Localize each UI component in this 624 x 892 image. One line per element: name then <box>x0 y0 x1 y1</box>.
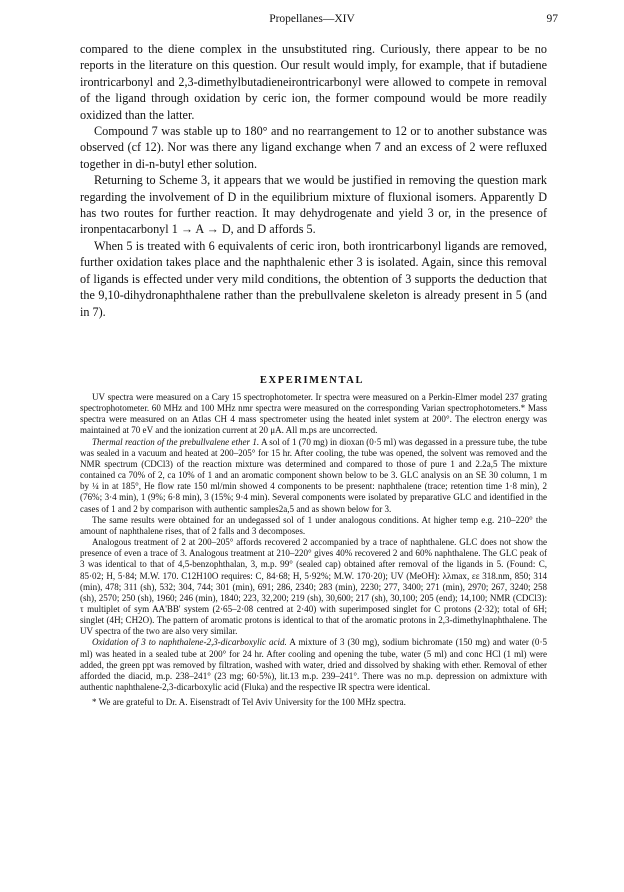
body-paragraph: When 5 is treated with 6 equivalents of ceric iron, both irontricarbonyl ligands are removed, further oxidation takes place and the naphthalenic ether 3 is isolated. Again, since this removal of ligands is effected under very mild conditions, the obtention of 3 supports the deduction that the 9,10-dihydronaphthalene rather than the prebullvalene skeleton is already present in 5 (and in 7). <box>80 238 547 319</box>
running-head-title: Propellanes—XIV <box>269 13 355 25</box>
paragraph-body: A mixture of 3 (30 mg), sodium bichromate (150 mg) and water (0·5 ml) was heated in a sealed tube at 200° for 24 hr. After cooling and opening the tube, water (5 ml) and conc HCl (1 ml) were added, the green ppt was removed by filtration, washed with water, dried and dissolved by shaking with ether. Removal of ether afforded the diacid, m.p. 238–241° (23 mg; 60·5%), lit.13 m.p. 239–241°. There was no m.p. depression on admixture with authentic naphthalene-2,3-dicarboxylic acid (Fluka) and the respective IR spectra were identical. <box>80 637 547 693</box>
paragraph-body: A sol of 1 (70 mg) in dioxan (0·5 ml) was degassed in a pressure tube, the tube was sealed in a vacuum and heated at 200–205° for 15 hr. After cooling, the tube was opened, the solvent was removed and the NMR spectrum (CDCl3) of the reaction mixture was determined and compared to those of pure 1 and 2.2a,5 The mixture contained ca 70% of 2, ca 10% of 1 and an aromatic component shown below to be 3. GLC analysis on an SE 30 column, 1 m by ¼ in at 185°, He flow rate 150 ml/min showed 4 components to be present: naphthalene (trace; retention time 1·8 min), 2 (76%; 3·4 min), 1 (9%; 6·8 min), 3 (15%; 9·4 min). Several components were isolated by preparative GLC and identified in the cases of 1 and 2 by comparison with authentic samples2a,5 and as shown below for 3. <box>80 436 547 514</box>
footnote: * We are grateful to Dr. A. Eisenstradt of Tel Aviv University for the 100 MHz spectra. <box>92 697 406 708</box>
paragraph-run-in-title: Oxidation of 3 to naphthalene-2,3-dicarboxylic acid. <box>92 637 287 648</box>
experimental-paragraph <box>80 637 547 693</box>
running-head <box>0 10 624 30</box>
body-text <box>80 41 547 320</box>
page-number: 97 <box>546 13 558 25</box>
experimental-paragraph: The same results were obtained for an undegassed sol of 1 under analogous conditions. At higher temp e.g. 210–220° the amount of naphthalene rises, that of 2 falls and 3 decomposes. <box>80 514 547 536</box>
experimental-paragraph: Analogous treatment of 2 at 200–205° affords recovered 2 accompanied by a trace of naphthalene. GLC does not show the presence of even a trace of 3. Analogous treatment at 210–220° gives 40% recovered 2 and 60% naphthalene. The GLC peak of 3 was identical to that of 4,5-benzophthalan, 3, m.p. 99° (sealed cap) obtained after removal of the ligands in 5. (Found: C, 85·02; H, 5·84; M.W. 170. C12H10O requires: C, 84·68; H, 5·92%; M.W. 170·20); UV (MeOH): λλmax, εε 318.nm, 850; 314 (min), 478; 311 (sh), 532; 304, 744; 301 (min), 691; 286, 2340; 283 (min), 2230; 277, 3400; 271 (min), 2970; 267, 3240; 258 (sh), 2570; 250 (sh), 1960; 246 (min), 1840; 223, 32,200; 219 (sh), 30,600; 217 (sh), 30,100; 205 (end); 14,100; NMR (CDCl3): τ multiplet of sym AA'BB' system (2·65–2·08 centred at 2·40) with superimposed singlet for C protons (2·32); total of 6H; singlet (4H; CH2O). The pattern of aromatic protons is identical to that of the aromatic protons in 2,3-dimethylnaphthalene. The UV spectra of the two are also very similar. <box>80 537 547 637</box>
experimental-paragraph: UV spectra were measured on a Cary 15 spectrophotometer. Ir spectra were measured on a Perkin-Elmer model 237 grating spectrophotometer. 60 MHz and 100 MHz nmr spectra were measured on the corresponding Varian spectrophotometers.* Mass spectra were measured on an Atlas CH 4 mass spectrometer using the heated inlet system at 200°. The electron energy was maintained at 70 eV and the ionization current at 20 μA. All m.ps are uncorrected. <box>80 392 547 436</box>
experimental-paragraph <box>80 437 547 515</box>
experimental-section <box>80 392 547 708</box>
paragraph-run-in-title: Thermal reaction of the prebullvalene ether 1. <box>92 436 260 447</box>
body-paragraph: Compound 7 was stable up to 180° and no rearrangement to 12 or to another substance was observed (cf 12). Nor was there any ligand exchange when 7 and an excess of 2 were refluxed together in di-n-butyl ether solution. <box>80 124 547 171</box>
section-heading-experimental: EXPERIMENTAL <box>259 375 365 386</box>
body-paragraph: Returning to Scheme 3, it appears that we would be justified in removing the question mark regarding the involvement of D in the equilibrium mixture of fluxional isomers. Apparently D has two routes for further reaction. It may dehydrogenate and yield 3 or, in the presence of ironpentacarbonyl 1 → A → D, and D affords 5. <box>80 173 547 237</box>
body-paragraph: compared to the diene complex in the unsubstituted ring. Curiously, there appear to be no reports in the literature on this question. Our result would imply, for example, that if butadiene irontricarbonyl and 2,3-dimethylbutadieneirontricarbonyl were allowed to compete in removal of the ligand through oxidation by ceric ion, the former compound would be more readily oxidized than the latter. <box>80 42 547 122</box>
